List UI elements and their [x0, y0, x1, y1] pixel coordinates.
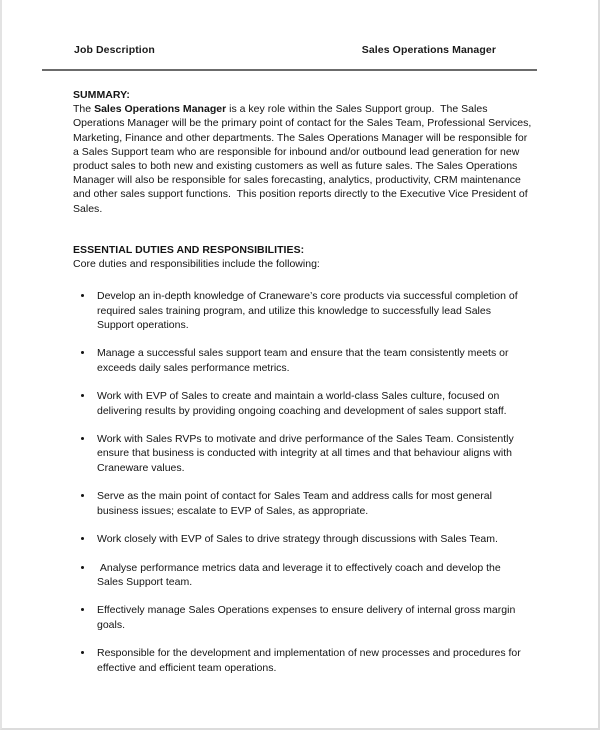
- duty-list-item: [78, 346, 525, 375]
- summary-text-lead: The: [73, 103, 95, 116]
- duty-list-item: [78, 532, 525, 546]
- duty-list-item-text: Work closely with EVP of Sales to drive strategy through discussions with Sales Team.: [97, 533, 498, 546]
- duty-list-item-text: Work with Sales RVPs to motivate and drive performance of the Sales Team. Consistently ensure that business is conducted with integrity at all times and that behaviour aligns with Craneware values.: [97, 433, 517, 474]
- duties-heading: ESSENTIAL DUTIES AND RESPONSIBILITIES:: [73, 243, 305, 256]
- section-spacer: [73, 216, 533, 243]
- bullet-dot-icon: [81, 651, 84, 654]
- summary-text-rest: is a key role within the Sales Support group. The Sales Operations Manager will be the primary point of contact for the Sales Team, Professional Services, Marketing, Finance and other departments. The Sales Operations Manager will be responsible for a Sales Support team who are responsible for inbound and/or outbound lead generation for new product sales to both new and existing customers as well as future sales. The Sales Operations Manager will also be responsible for sales forecasting, analytics, productivity, CRM maintenance and other sales support functions. This position reports directly to the Executive Vice President of Sales.: [73, 103, 535, 215]
- summary-paragraph: [73, 102, 533, 216]
- bullet-dot-icon: [81, 608, 84, 611]
- duty-list-item-text: Serve as the main point of contact for Sales Team and address calls for most general business issues; escalate to EVP of Sales, as appropriate.: [97, 490, 495, 517]
- bullet-dot-icon: [81, 494, 84, 497]
- duty-list-item: [78, 646, 525, 675]
- duty-list-item: [78, 489, 525, 518]
- duties-intro: Core duties and responsibilities include the following:: [73, 258, 320, 271]
- duty-list-item: [78, 289, 525, 332]
- bullet-dot-icon: [81, 437, 84, 440]
- duty-list-item-text: Analyse performance metrics data and leverage it to effectively coach and develop the Sales Support team.: [97, 561, 504, 588]
- duty-list-item-text: Manage a successful sales support team and ensure that the team consistently meets or exceeds daily sales performance metrics.: [97, 347, 512, 374]
- document-content: [2, 0, 598, 728]
- bullet-dot-icon: [81, 566, 84, 569]
- summary-heading: SUMMARY:: [73, 89, 130, 101]
- duty-list-item-text: Work with EVP of Sales to create and maintain a world-class Sales culture, focused on delivering results by providing ongoing coaching and development of sales support staff.: [97, 390, 507, 417]
- duties-list: [78, 289, 525, 675]
- bullet-dot-icon: [81, 394, 84, 397]
- document-header: [42, 44, 537, 56]
- duty-list-item-text: Responsible for the development and implementation of new processes and procedures for effective and efficient team operations.: [97, 647, 524, 674]
- bullet-dot-icon: [81, 294, 84, 297]
- duty-list-item: [78, 603, 525, 632]
- header-right-label: Sales Operations Manager: [361, 44, 496, 56]
- bullet-dot-icon: [81, 537, 84, 540]
- list-spacer: [73, 271, 533, 289]
- duty-list-item: [78, 389, 525, 418]
- header-divider: [42, 69, 537, 71]
- duty-list-item-text: Develop an in-depth knowledge of Craneware’s core products via successful completion of required sales training program, and utilize this knowledge to successfully lead Sales Support operations.: [97, 290, 521, 332]
- bullet-dot-icon: [81, 351, 84, 354]
- header-left-label: Job Description: [74, 44, 155, 56]
- summary-role-emphasis: Sales Operations Manager: [94, 103, 227, 116]
- document-body: [73, 88, 533, 675]
- duty-list-item: [78, 432, 525, 475]
- duty-list-item: [78, 561, 525, 590]
- duty-list-item-text: Effectively manage Sales Operations expenses to ensure delivery of internal gross margin goals.: [97, 604, 519, 631]
- duties-list-wrapper: [78, 289, 525, 675]
